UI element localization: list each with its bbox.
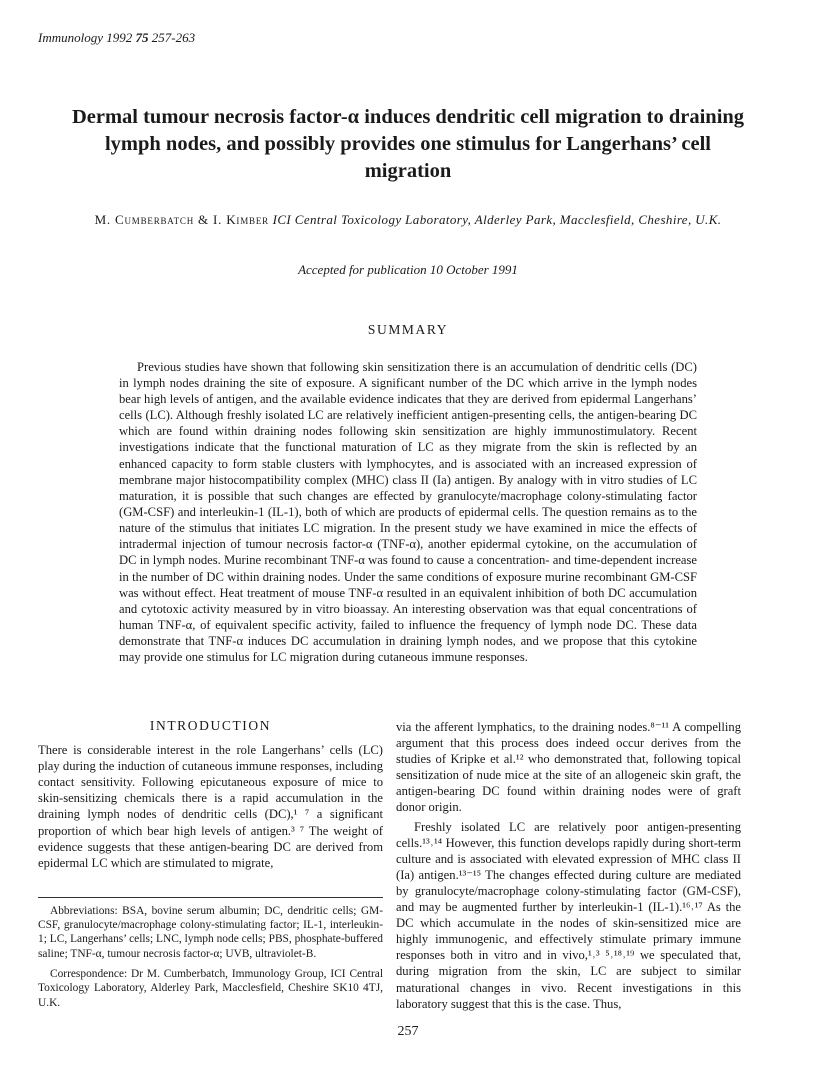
author-names: M. Cumberbatch & I. Kimber [94, 212, 269, 227]
journal-name: Immunology 1992 [38, 30, 133, 45]
summary-heading: SUMMARY [367, 322, 449, 337]
right-column [396, 719, 741, 1012]
author-affiliation: ICI Central Toxicology Laboratory, Alderley Park, Macclesfield, Cheshire, U.K. [272, 212, 722, 227]
journal-reference [38, 30, 195, 46]
introduction-heading: INTRODUCTION [149, 718, 272, 733]
page-number: 257 [397, 1024, 419, 1039]
introduction-paragraph-2: Freshly isolated LC are relatively poor antigen-presenting cells.¹³˒¹⁴ However, this function develops rapidly during short-term culture and is associated with elevated expression of MHC class II (Ia) antigen.¹³⁻¹⁵ The changes effected during culture are mediated by granulocyte/macrophage colony-stimulating factor (GM-CSF), and may be augmented further by interleukin-1 (IL-1).¹⁶˒¹⁷ As the DC which accumulate in the nodes of skin-sensitized mice are highly immunogenic, and effectively stimulate primary immune responses both in vitro and in vivo,¹˒³ ⁵˒¹⁸˒¹⁹ we speculated that, during migration from the skin, LC are subject to similar maturational changes in vivo. Recent investigations in this laboratory suggest that this is the case. Thus, [396, 819, 741, 1011]
introduction-paragraph-1-continued: via the afferent lymphatics, to the draining nodes.⁸⁻¹¹ A compelling argument that this process does indeed occur derives from the studies of Kripke et al.¹² who demonstrated that, following topical sensitization of nude mice at the site of an allogeneic skin graft, the antigen-bearing DC found within draining nodes were of graft donor origin. [396, 720, 741, 815]
article-title: Dermal tumour necrosis factor-α induces dendritic cell migration to draining lymph nodes, and possibly provides one stimulus for Langerhans’ cell migration [71, 106, 745, 182]
author-line [38, 212, 778, 228]
introduction-paragraph-1: There is considerable interest in the role Langerhans’ cells (LC) play during the induction of cutaneous immune responses, including contact sensitivity. Following epicutaneous exposure of mice to skin-sensitizing chemicals there is a rapid accumulation in the draining lymph nodes of dendritic cells (DC),¹ ⁷ a significant proportion of which bear high levels of antigen.³ ⁷ The weight of evidence suggests that these antigen-bearing DC are derived from epidermal LC which are stimulated to migrate, [38, 743, 383, 870]
left-column [38, 718, 383, 1016]
abbreviations-footnote: Abbreviations: BSA, bovine serum albumin; DC, dendritic cells; GM-CSF, granulocyte/macrophage colony-stimulating factor; IL-1, interleukin-1; LC, Langerhans’ cells; LNC, lymph node cells; PBS, phosphate-buffered saline; TNF-α, tumour necrosis factor-α; UVB, ultraviolet-B. [38, 904, 383, 960]
journal-pages: 257-263 [151, 30, 196, 45]
journal-volume: 75 [135, 30, 149, 45]
correspondence-footnote: Correspondence: Dr M. Cumberbatch, Immunology Group, ICI Central Toxicology Laboratory, Alderley Park, Macclesfield, Cheshire SK10 4TJ, U.K. [38, 968, 383, 1009]
footnote-divider [38, 897, 383, 898]
accepted-date: Accepted for publication 10 October 1991 [298, 262, 518, 277]
summary-text: Previous studies have shown that following skin sensitization there is an accumulation of dendritic cells (DC) in lymph nodes draining the site of exposure. A significant number of the DC which arrive in the lymph nodes bear high levels of antigen, and the available evidence indicates that they are derived from epidermal Langerhans’ cells (LC). Although freshly isolated LC are relatively inefficient antigen-presenting cells, the antigen-bearing DC which are found within draining nodes following skin sensitization are highly immunostimulatory. Recent investigations indicate that the functional maturation of LC as they migrate from the skin is reflected by an enhanced capacity to form stable clusters with lymphocytes, and is associated with an increased expression of membrane major histocompatibility complex (MHC) class II (Ia) antigen. By analogy with in vitro studies of LC maturation, it is possible that such changes are effected by granulocyte/macrophage colony-stimulating factor (GM-CSF) and interleukin-1 (IL-1), both of which are products of epidermal cells. The question remains as to the nature of the stimulus that initiates LC migration. In the present study we have examined in mice the effects of intradermal injection of tumour necrosis factor-α (TNF-α), another epidermal cytokine, on the accumulation of DC in lymph nodes. Murine recombinant TNF-α was found to cause a concentration- and time-dependent increase in the number of DC within draining nodes. Under the same conditions of exposure murine recombinant GM-CSF was without effect. Heat treatment of mouse TNF-α resulted in an equivalent inhibition of both DC accumulation and cytotoxic activity measured by in vitro bioassay. An interesting observation was that equal concentrations of human TNF-α, of equivalent specific activity, failed to influence the frequency of lymph node DC. These data demonstrate that TNF-α induces DC accumulation in draining lymph nodes, and we propose that this cytokine may provide one stimulus for LC migration during cutaneous immune responses. [119, 359, 697, 665]
